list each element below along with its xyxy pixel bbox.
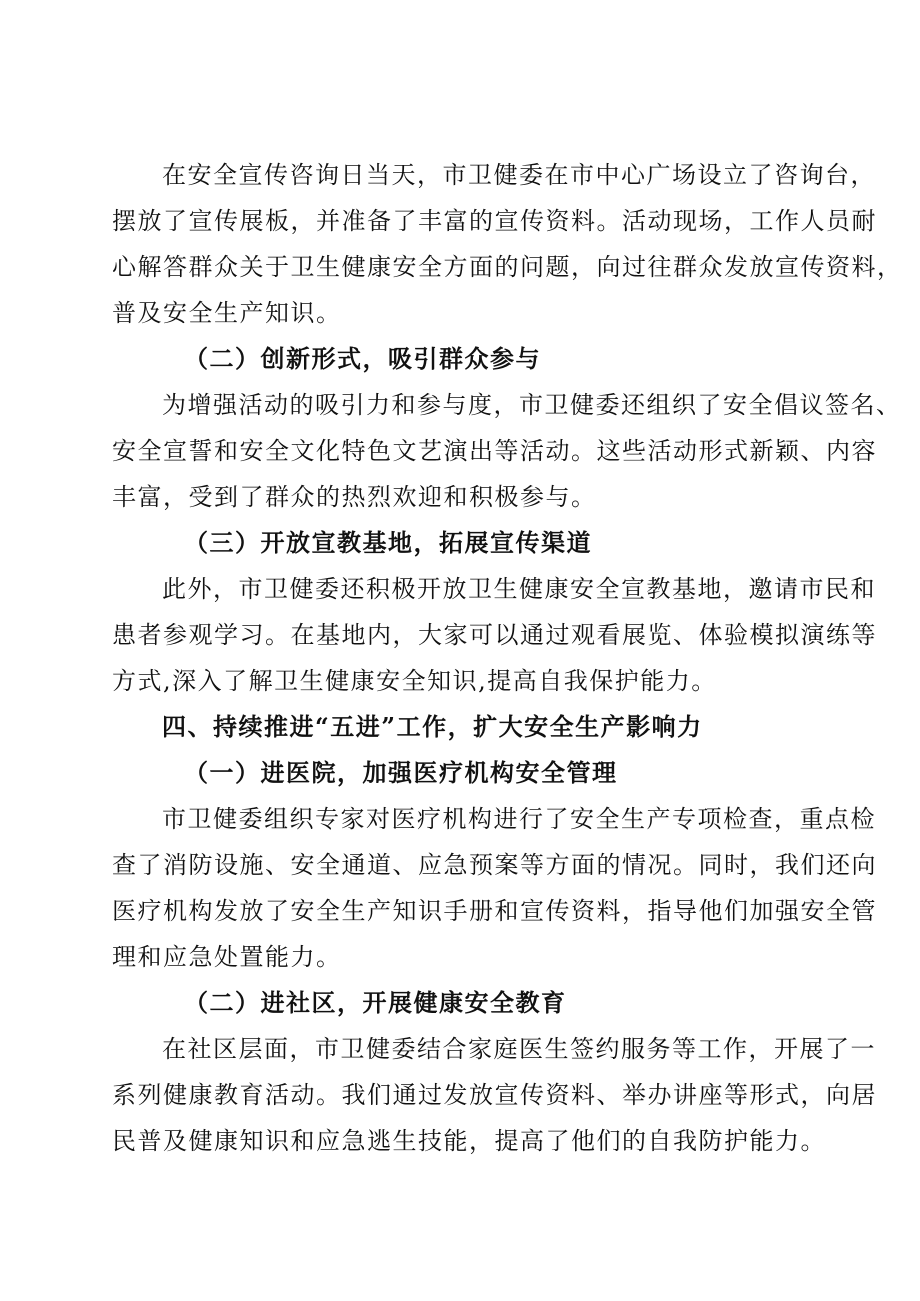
- paragraph-1-line-1: 在安全宣传咨询日当天，市卫健委在市中心广场设立了咨询台，: [162, 161, 876, 189]
- paragraph-1-line-3: 心解答群众关于卫生健康安全方面的问题，向过往群众发放宣传资料，: [112, 253, 903, 281]
- paragraph-4-line-2: 查了消防设施、安全通道、应急预案等方面的情况。同时，我们还向: [112, 851, 877, 879]
- paragraph-3-line-1: 此外，市卫健委还积极开放卫生健康安全宣教基地，邀请市民和: [162, 575, 876, 603]
- heading-enter-hospital: （一）进医院，加强医疗机构安全管理: [184, 758, 618, 787]
- paragraph-4-line-3: 医疗机构发放了安全生产知识手册和宣传资料，指导他们加强安全管: [112, 897, 877, 925]
- paragraph-5-line-1: 在社区层面，市卫健委结合家庭医生签约服务等工作，开展了一: [162, 1035, 876, 1063]
- paragraph-3-line-2: 患者参观学习。在基地内，大家可以通过观看展览、体验模拟演练等: [112, 621, 877, 649]
- paragraph-5-line-3: 民普及健康知识和应急逃生技能，提高了他们的自我防护能力。: [112, 1127, 826, 1155]
- paragraph-5-line-2: 系列健康教育活动。我们通过发放宣传资料、举办讲座等形式，向居: [112, 1081, 877, 1109]
- paragraph-1-line-4: 普及安全生产知识。: [112, 299, 342, 327]
- heading-innovate-form: （二）创新形式，吸引群众参与: [184, 344, 541, 373]
- heading-enter-community: （二）进社区，开展健康安全教育: [184, 988, 567, 1017]
- paragraph-2-line-1: 为增强活动的吸引力和参与度，市卫健委还组织了安全倡议签名、: [162, 391, 902, 419]
- paragraph-3-line-3: 方式,深入了解卫生健康安全知识,提高自我保护能力。: [112, 667, 717, 695]
- paragraph-4-line-1: 市卫健委组织专家对医疗机构进行了安全生产专项检查，重点检: [162, 805, 876, 833]
- heading-open-base-text: （三）开放宣教基地，拓展宣传渠道: [184, 528, 592, 557]
- paragraph-4-line-4: 理和应急处置能力。: [112, 943, 342, 971]
- paragraph-2-line-3: 丰富，受到了群众的热烈欢迎和积极参与。: [112, 483, 597, 511]
- paragraph-2-line-2: 安全宣誓和安全文化特色文艺演出等活动。这些活动形式新颖、内容: [112, 437, 877, 465]
- paragraph-1-line-2: 摆放了宣传展板，并准备了丰富的宣传资料。活动现场，工作人员耐: [112, 207, 877, 235]
- heading-open-base: [184, 528, 884, 558]
- heading-section-four: 四、持续推进“五进”工作，扩大安全生产影响力: [162, 712, 703, 741]
